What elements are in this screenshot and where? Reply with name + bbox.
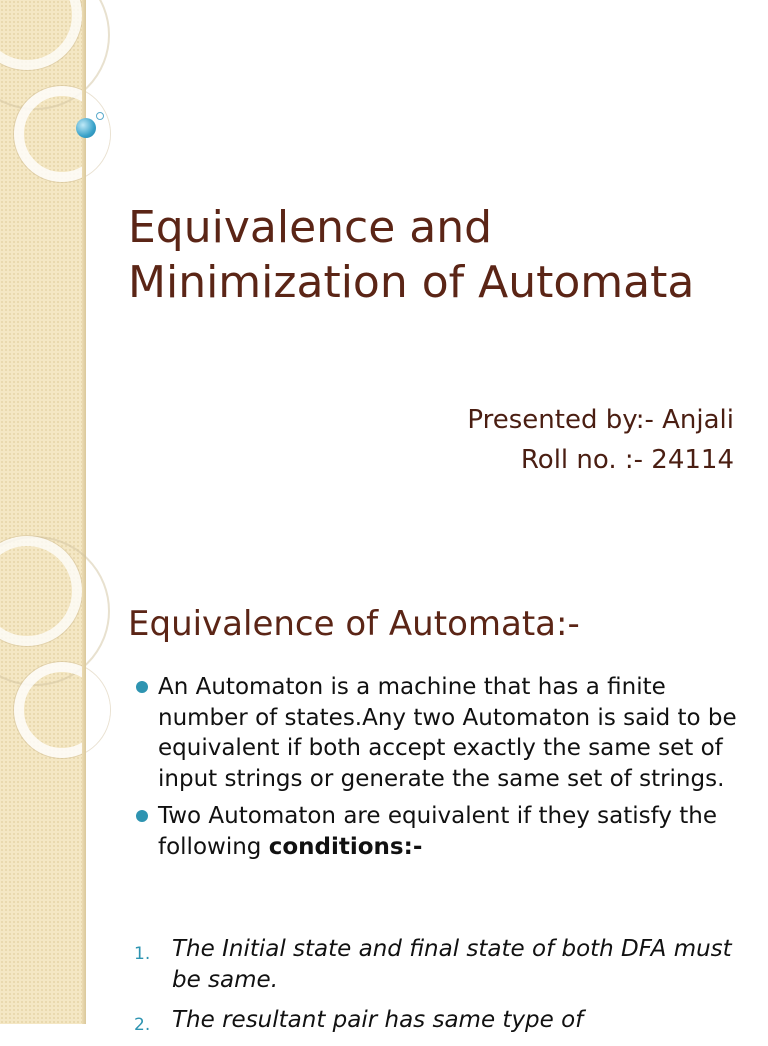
item-number: 2. (134, 1015, 151, 1035)
item-text: The Initial state and final state of both DFA must be same. (172, 936, 732, 993)
numbered-list (134, 934, 744, 1046)
title-line-2: Minimization of Automata (128, 257, 695, 308)
item-text: The resultant pair has same type of (172, 1007, 584, 1033)
presenter-name: Presented by:- Anjali (467, 405, 734, 435)
presenter-info (467, 400, 734, 480)
roll-number: Roll no. :- 24114 (520, 445, 734, 475)
sidebar-edge (82, 0, 86, 576)
bullet-icon (136, 681, 148, 693)
decorative-ring (14, 86, 110, 182)
bullet-icon (136, 810, 148, 822)
slide-2 (0, 576, 768, 1035)
bullet-text: Two Automaton are equivalent if they satisfy the following (158, 803, 717, 860)
slide-heading: Equivalence of Automata:- (128, 604, 580, 644)
decorative-sidebar (0, 0, 84, 576)
decorative-bubble-small (96, 112, 104, 120)
slide-title (128, 200, 748, 310)
decorative-bubble (76, 118, 96, 138)
numbered-item (134, 1005, 744, 1036)
bullet-text: An Automaton is a machine that has a finite number of states.Any two Automaton is said to be equivalent if both accept exactly the same set of input strings or generate the same set of strings. (158, 674, 737, 792)
decorative-ring (14, 662, 110, 758)
decorative-sidebar (0, 576, 84, 1024)
item-number: 1. (134, 944, 151, 964)
title-line-1: Equivalence and (128, 202, 493, 253)
bullet-item (130, 801, 740, 862)
sidebar-edge (82, 576, 86, 1024)
bullet-item (130, 672, 740, 794)
numbered-item (134, 934, 744, 995)
bullet-list (130, 672, 740, 869)
bullet-bold-text: conditions:- (268, 833, 423, 860)
